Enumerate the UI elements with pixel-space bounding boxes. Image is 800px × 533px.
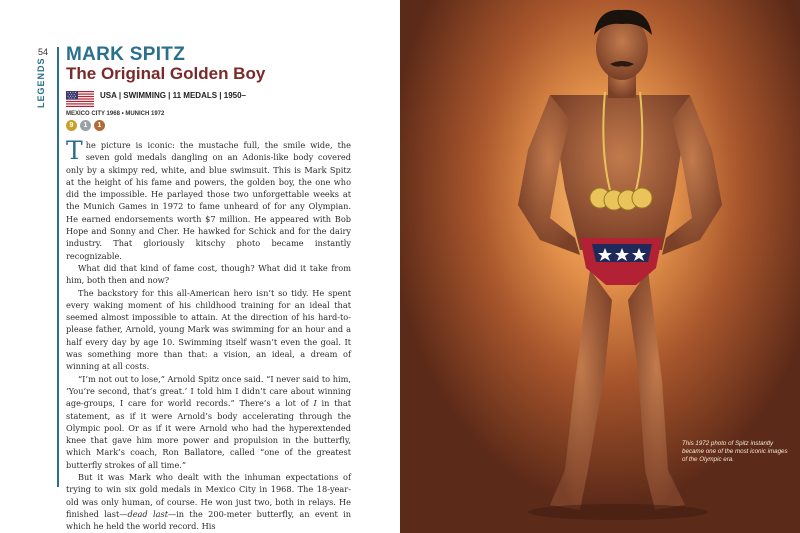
paragraph xyxy=(66,373,351,471)
section-tab: LEGENDS xyxy=(36,57,46,108)
paragraph: What did that kind of fame cost, though? What did it take from him, both then and now? xyxy=(66,262,351,286)
paragraph-text: —in the 200-meter butterfly, an event in which he held the world record. His xyxy=(66,508,351,532)
paragraph-text: he picture is iconic: the mustache full, the smile wide, the seven gold medals dangling on an Adonis-like body covered only by a skimpy red, white, and blue swimsuit. This is Mark Spitz at the height of his fame and powers, the golden boy, the one who did the impossible. He parlayed those two unforgettable weeks at the Munich Games in 1972 to fame unheard of for any Olympian. He earned endorsements worth $7 million. He appeared with Bob Hope and Sonny and Cher. He hawked for Schick and for the dairy industry. That gloriously kitschy photo became instantly recognizable. xyxy=(66,140,351,261)
paragraph-text: in that statement, as if it were Arnold’s body accelerating through the Olympic pool. Or as if it were Arnold who had the hyperextended knee that gave him more power and propulsion in the butterfly, which Mark’s coach, Ron Ballatore, called “one of the greatest butterfly strokes of all time.” xyxy=(66,398,351,470)
paragraph: The backstory for this all-American hero isn’t so tidy. He spent every waking moment of his childhood training for an ideal that seemed almost impossible to attain. At the direction of his hard-to-please father, Arnold, young Mark was swimming for an hour and a half every day by age 10. Swimming itself wasn’t even the goal. It was something more than that: a vision, an ideal, a dream of winning at all costs. xyxy=(66,287,351,372)
silver-medal-icon: 1 xyxy=(80,120,91,131)
photo-caption: This 1972 photo of Spitz instantly became one of the most iconic images of the Olympic era. xyxy=(682,440,788,463)
vertical-rule xyxy=(57,47,59,487)
page-number: 54 xyxy=(38,47,49,57)
olympic-games: MEXICO CITY 1968 • MUNICH 1972 xyxy=(66,111,165,117)
athlete-meta: USA | SWIMMING | 11 MEDALS | 1950– xyxy=(100,91,247,100)
emphasis: I xyxy=(313,398,317,409)
emphasis: dead last xyxy=(127,508,168,519)
article-headline: The Original Golden Boy xyxy=(66,64,266,83)
athlete-name: MARK SPITZ xyxy=(66,44,186,65)
paragraph xyxy=(66,136,351,262)
medal-count xyxy=(66,120,105,132)
paragraph-text: But it was Mark who dealt with the inhuman expectations of trying to win six gold medals in Mexico City in 1968. The 18-year-old was only human, of course. He won just two, both in relays. He finished last— xyxy=(66,472,351,519)
gold-medal-icon: 9 xyxy=(66,120,77,131)
paragraph-text: “I’m not out to lose,” Arnold Spitz once said. “I never said to him, ‘You’re second, that’s great.’ I told him I didn’t care about winning age-groups, I care for world records.” There’s a lot of xyxy=(66,373,351,409)
usa-flag-icon xyxy=(66,91,94,107)
drop-cap: T xyxy=(66,136,83,165)
bronze-medal-icon: 1 xyxy=(94,120,105,131)
article-body xyxy=(66,136,351,533)
paragraph xyxy=(66,471,351,532)
